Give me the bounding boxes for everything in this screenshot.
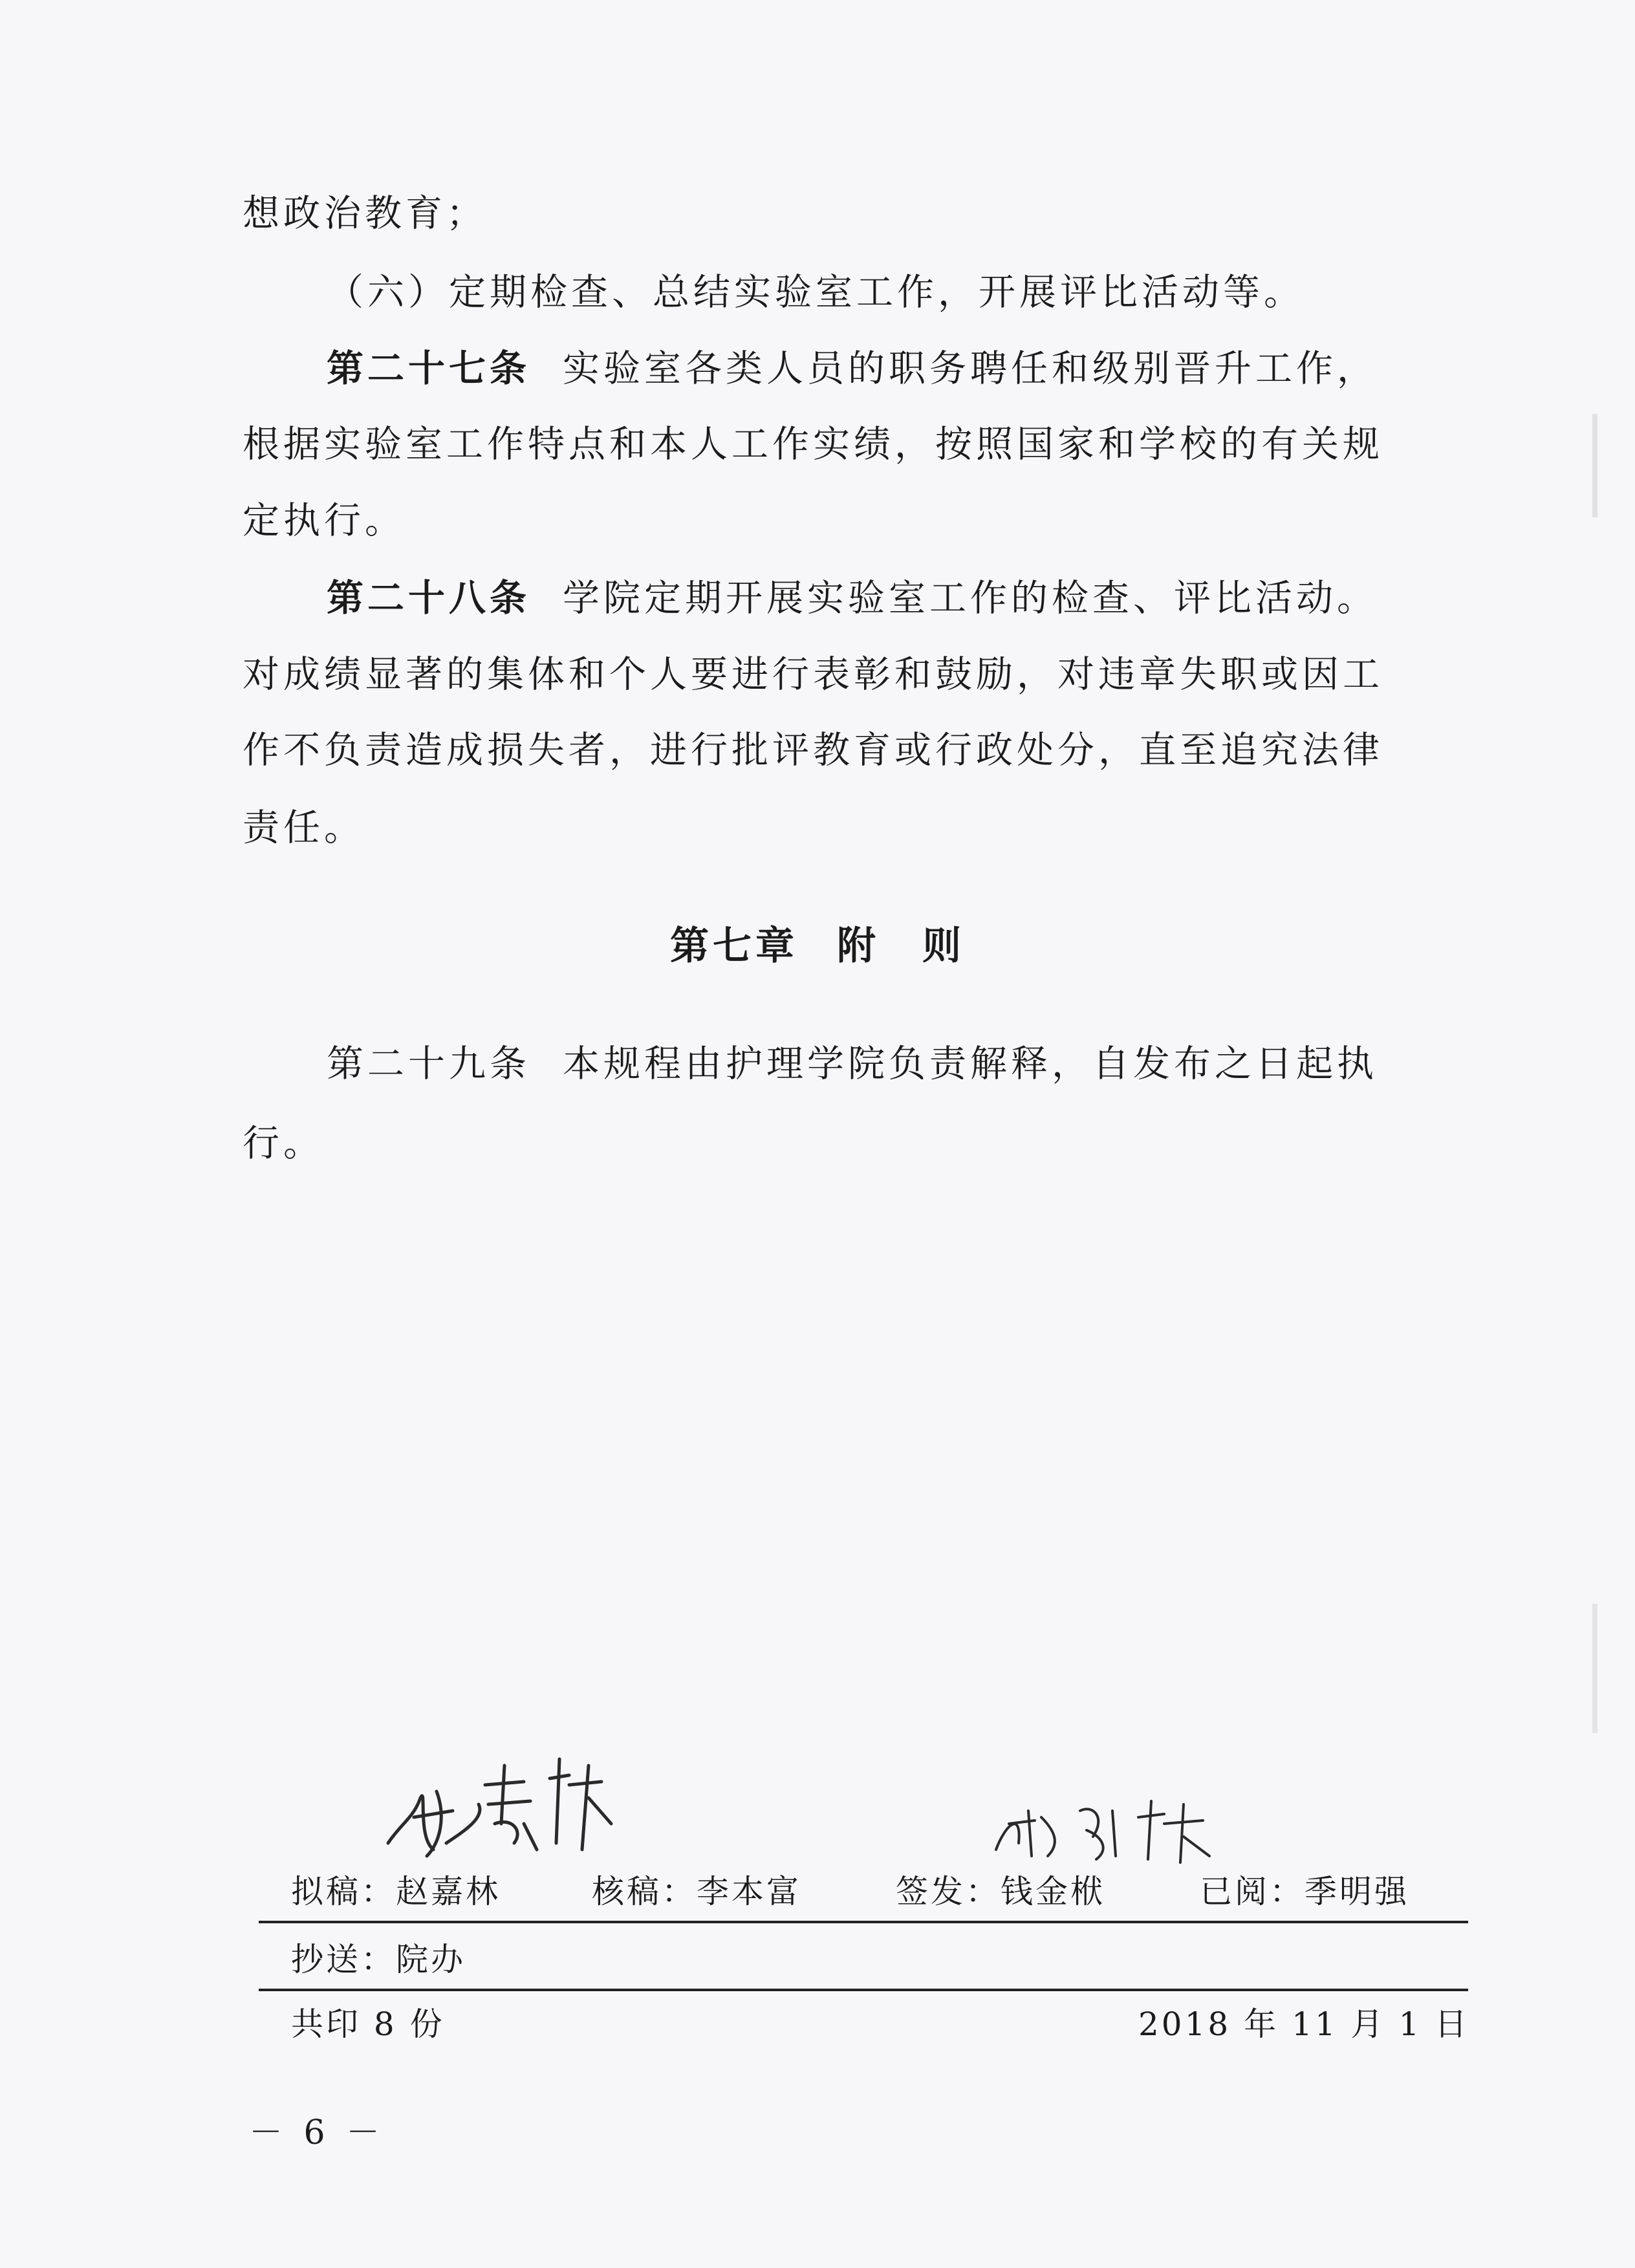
reader-label: 已阅： [1200,1873,1305,1910]
drafter-name: 赵嘉林 [396,1873,501,1910]
article-27-text: 实验室各类人员的职务聘任和级别晋升工作， [563,347,1378,390]
signature-right [983,1785,1229,1875]
issuer-name: 钱金栿 [1001,1873,1105,1910]
footer-reviewer [592,1869,801,1914]
issuer-label: 签发： [896,1873,1001,1910]
footer-issuer [896,1869,1105,1914]
article-28-heading: 第二十八条 [327,576,530,620]
paragraph-line: 根据实验室工作特点和本人工作实绩，按照国家和学校的有关规 [243,423,1383,466]
footer-cc [291,1937,466,1982]
paragraph-line: 定执行。 [243,499,406,542]
footer-reader [1200,1869,1409,1914]
footer-divider [259,1921,1468,1923]
reviewer-label: 核稿： [592,1873,697,1910]
page-number: － 6 － [249,2113,385,2152]
signature-left [375,1746,621,1869]
chapter-heading [0,915,1635,971]
article-29-text: 本规程由护理学院负责解释，自发布之日起执 [563,1042,1378,1085]
paragraph-line: 想政治教育； [243,192,487,235]
footer-divider [259,1989,1468,1991]
article-27-heading: 第二十七条 [327,347,530,390]
footer-approvals [291,1869,501,1914]
cc-value: 院办 [396,1941,466,1978]
scan-edge-mark [1592,1604,1597,1733]
scan-edge-mark [1592,414,1597,517]
cc-label: 抄送： [291,1941,396,1978]
article-28-line [327,572,1378,624]
paragraph-line: 责任。 [243,806,365,849]
chapter-number: 第七章 [670,923,798,969]
article-29-line [327,1038,1378,1090]
reviewer-name: 李本富 [697,1873,801,1910]
article-27-line [327,343,1378,394]
copies-count: 共印 8 份 [291,2005,445,2043]
article-28-text: 学院定期开展实验室工作的检查、评比活动。 [563,577,1378,620]
paragraph-line: 行。 [243,1122,324,1165]
article-29-heading: 第二十九条 [327,1042,530,1085]
paragraph-line: （六）定期检查、总结实验室工作，开展评比活动等。 [327,271,1305,314]
chapter-title: 附 则 [837,923,965,969]
paragraph-line: 作不负责造成损失者，进行批评教育或行政处分，直至追究法律 [243,729,1383,772]
paragraph-line: 对成绩显著的集体和个人要进行表彰和鼓励，对违章失职或因工 [243,653,1383,696]
reader-name: 季明强 [1305,1873,1409,1910]
drafter-label: 拟稿： [291,1873,396,1910]
issue-date: 2018 年 11 月 1 日 [1138,2005,1470,2043]
